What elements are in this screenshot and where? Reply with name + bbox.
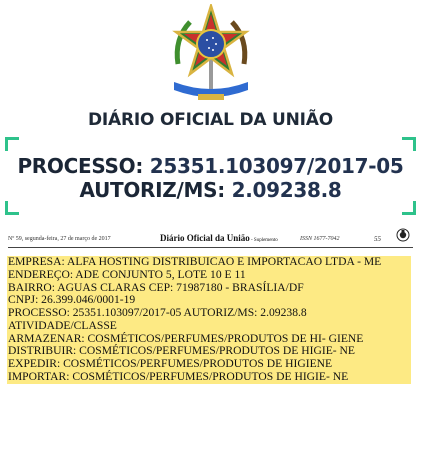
frame-corner	[402, 137, 416, 151]
record-distribuir: DISTRIBUIR: COSMÉTICOS/PERFUMES/PRODUTOS DE HIGIE- NE	[7, 345, 411, 358]
page-number: 55	[374, 235, 381, 243]
brazil-coat-of-arms-icon	[168, 4, 254, 104]
autoriz-label: AUTORIZ/MS:	[79, 178, 225, 202]
record-importar: IMPORTAR: COSMÉTICOS/PERFUMES/PRODUTOS DE HIGIE- NE	[7, 371, 411, 384]
section-label: - Suplemento	[249, 238, 278, 243]
record-bairro: BAIRRO: AGUAS CLARAS CEP: 71987180 - BRASÍLIA/DF	[7, 282, 411, 295]
page-header-title: Diário Oficial da União - Suplemento	[160, 233, 278, 243]
frame-corner	[5, 137, 19, 151]
processo-value: 25351.103097/2017-05	[149, 154, 404, 178]
frame-corner	[402, 201, 416, 215]
headline-autoriz	[0, 178, 421, 202]
headline-processo	[0, 154, 421, 178]
frame-corner	[5, 201, 19, 215]
imprensa-seal-icon	[396, 228, 410, 242]
processo-label: PROCESSO:	[17, 154, 144, 178]
record-empresa: EMPRESA: ALFA HOSTING DISTRIBUICAO E IMPORTACAO LTDA - ME	[7, 256, 411, 269]
autoriz-value: 2.09238.8	[231, 178, 342, 202]
record-atividade: ATIVIDADE/CLASSE	[7, 320, 411, 333]
record-endereco: ENDEREÇO: ADE CONJUNTO 5, LOTE 10 E 11	[7, 269, 411, 282]
issue-date: Nº 59, segunda-feira, 27 de março de 2017	[8, 236, 111, 242]
record-processo: PROCESSO: 25351.103097/2017-05 AUTORIZ/MS: 2.09238.8	[7, 307, 411, 320]
header-rule	[8, 247, 413, 248]
record-armazenar: ARMAZENAR: COSMÉTICOS/PERFUMES/PRODUTOS DE HI- GIENE	[7, 333, 411, 346]
record-cnpj: CNPJ: 26.399.046/0001-19	[7, 294, 411, 307]
record-body	[7, 256, 411, 384]
page-header	[8, 229, 413, 245]
masthead-title: DIÁRIO OFICIAL DA UNIÃO	[87, 110, 334, 130]
record-expedir: EXPEDIR: COSMÉTICOS/PERFUMES/PRODUTOS DE HIGIENE	[7, 358, 411, 371]
issn-number: ISSN 1677-7042	[300, 236, 340, 242]
